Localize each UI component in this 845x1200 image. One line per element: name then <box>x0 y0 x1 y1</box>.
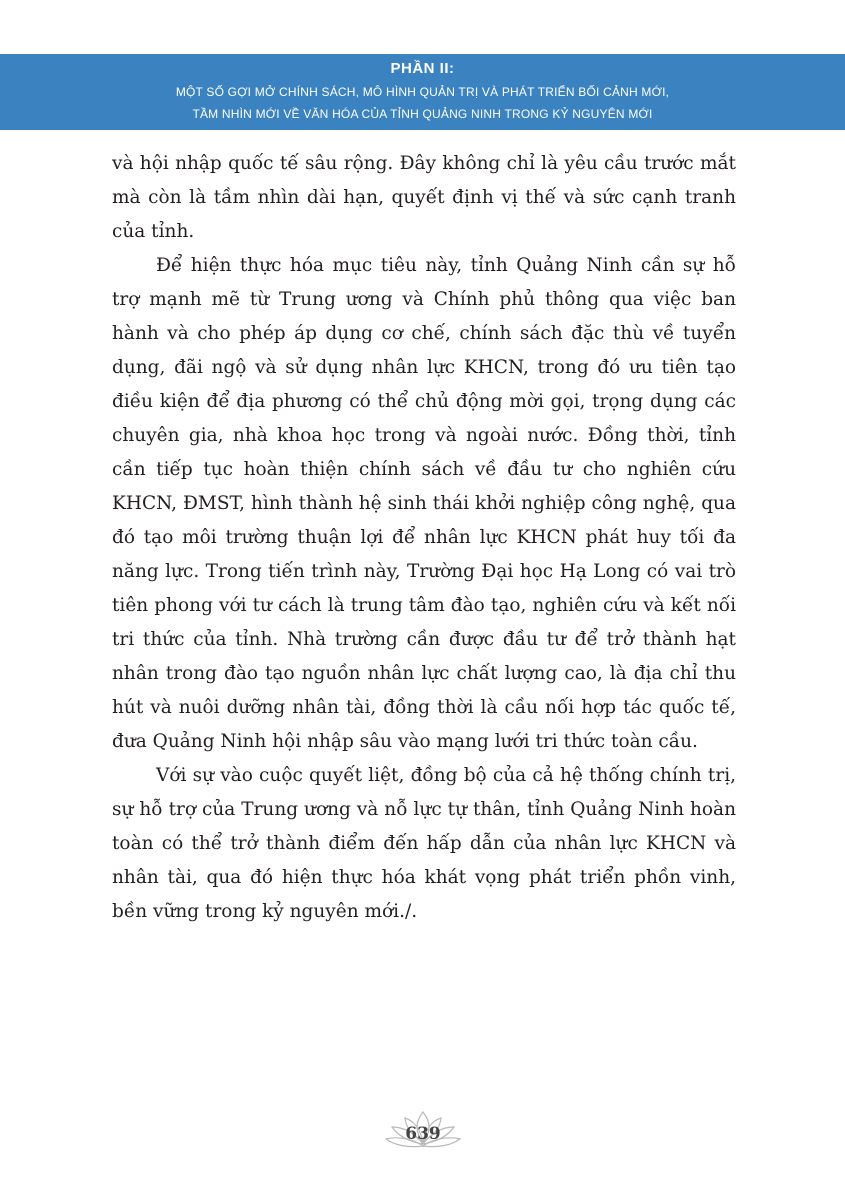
paragraph-3: Với sự vào cuộc quyết liệt, đồng bộ của cả hệ thống chính trị, sự hỗ trợ của Trung ương và nỗ lực tự thân, tỉnh Quảng Ninh hoàn toàn có thể trở thành điểm đến hấp dẫn của nhân lực KHCN và nhân tài, qua đó hiện thực hóa khát vọng phát triển phồn vinh, bền vững trong kỷ nguyên mới./. <box>112 765 736 922</box>
paragraph-1: và hội nhập quốc tế sâu rộng. Đây không chỉ là yêu cầu trước mắt mà còn là tầm nhìn dài hạn, quyết định vị thế và sức cạnh tranh của tỉnh. <box>112 153 736 242</box>
paragraph-2: Để hiện thực hóa mục tiêu này, tỉnh Quảng Ninh cần sự hỗ trợ mạnh mẽ từ Trung ương và Chính phủ thông qua việc ban hành và cho phép áp dụng cơ chế, chính sách đặc thù về tuyển dụng, đãi ngộ và sử dụng nhân lực KHCN, trong đó ưu tiên tạo điều kiện để địa phương có thể chủ động mời gọi, trọng dụng các chuyên gia, nhà khoa học trong và ngoài nước. Đồng thời, tỉnh cần tiếp tục hoàn thiện chính sách về đầu tư cho nghiên cứu KHCN, ĐMST, hình thành hệ sinh thái khởi nghiệp công nghệ, qua đó tạo môi trường thuận lợi để nhân lực KHCN phát huy tối đa năng lực. Trong tiến trình này, Trường Đại học Hạ Long có vai trò tiên phong với tư cách là trung tâm đào tạo, nghiên cứu và kết nối tri thức của tỉnh. Nhà trường cần được đầu tư để trở thành hạt nhân trong đào tạo nguồn nhân lực chất lượng cao, là địa chỉ thu hút và nuôi dưỡng nhân tài, đồng thời là cầu nối hợp tác quốc tế, đưa Quảng Ninh hội nhập sâu vào mạng lưới tri thức toàn cầu. <box>112 255 736 752</box>
part-title: PHẦN II: <box>390 60 455 77</box>
page-footer <box>382 1108 464 1158</box>
part-subtitle-line-1: MỘT SỐ GỢI MỞ CHÍNH SÁCH, MÔ HÌNH QUẢN TRỊ VÀ PHÁT TRIỂN BỐI CẢNH MỚI, <box>175 85 670 99</box>
part-subtitle-line-2: TẦM NHÌN MỚI VỀ VĂN HÓA CỦA TỈNH QUẢNG NINH TRONG KỶ NGUYÊN MỚI <box>192 107 653 121</box>
section-banner <box>0 54 845 130</box>
page-number: 639 <box>405 1124 441 1144</box>
body-text <box>112 147 736 929</box>
